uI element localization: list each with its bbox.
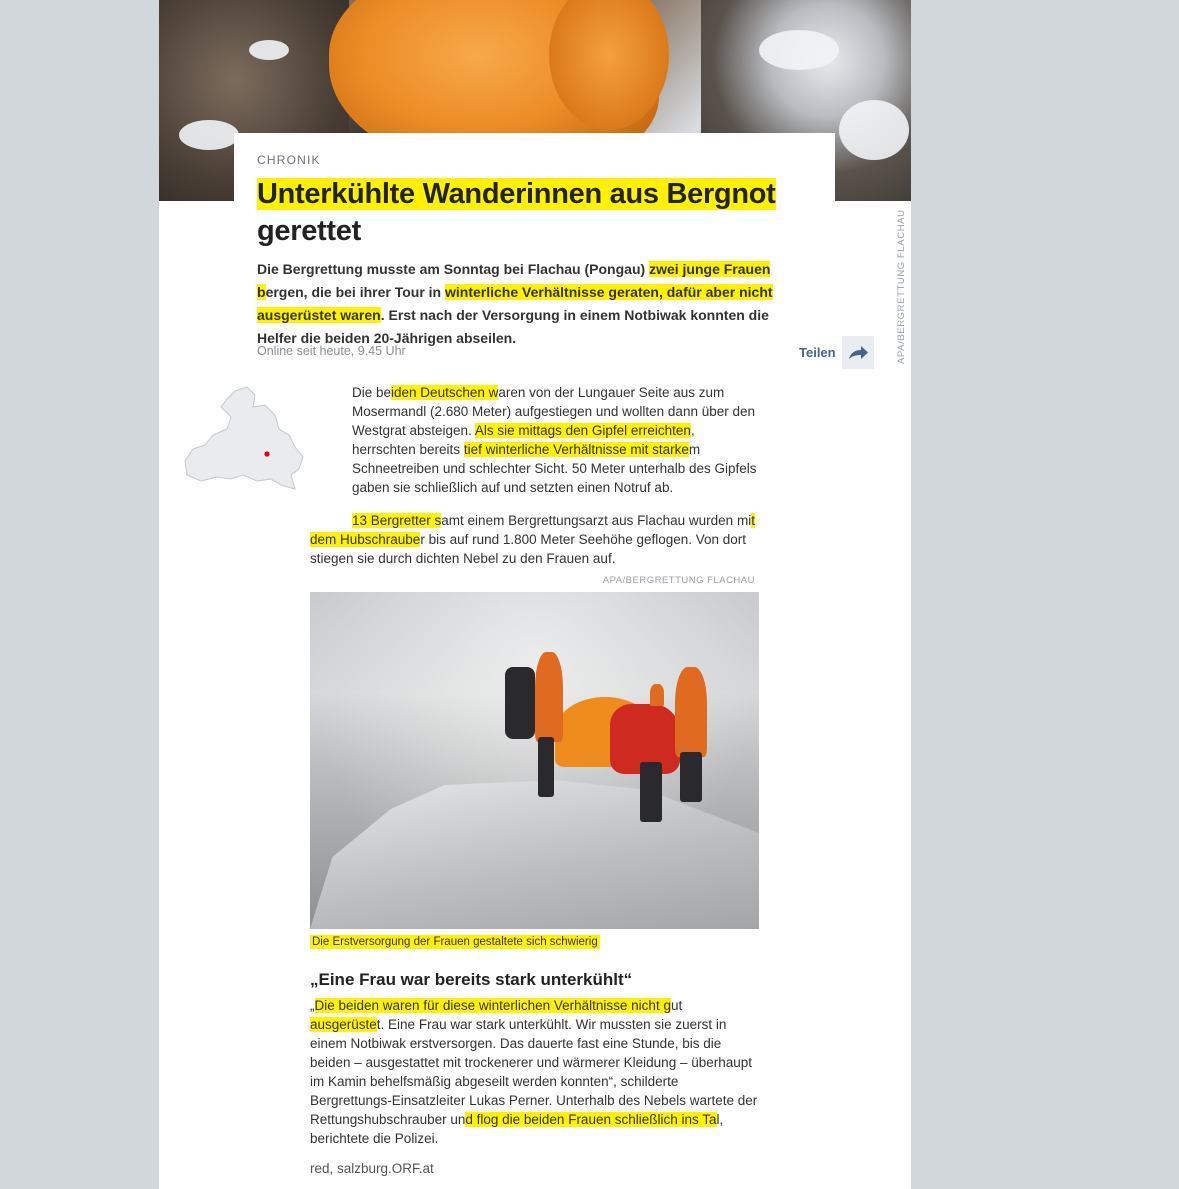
paragraph-3: „Die beiden waren für diese winterlichen Verhältnisse nicht gut ausgerüstet. Eine Frau war stark unterkühlt. Wir mussten sie zuerst in einem Notbiwak erstversorgen. Das dauerte fast eine Stunde, bis die beiden – ausgestattet mit trockenerer und wärmerer Kleidung – überhaupt im Kamin behelfsmäßig abgeseilt werden konnten“, schilderte Bergrettungs-Einsatzleiter Lukas Perner. Unterhalb des Nebels wartete der Rettungshubschrauber und flog die beiden Frauen schließlich ins Tal, berichtete die Polizei. [310, 998, 758, 1146]
salzburg-map-icon [183, 385, 307, 493]
online-since: Online seit heute, 9.45 Uhr [257, 344, 406, 358]
paragraph-2: 13 Bergretter samt einem Bergrettungsarzt aus Flachau wurden mit dem Hubschrauber bis auf rund 1.800 Meter Seehöhe geflogen. Von dort stiegen sie durch dichten Nebel zu den Frauen auf. [310, 513, 755, 566]
share-label[interactable]: Teilen [799, 345, 836, 360]
image-credit: APA/BERGRETTUNG FLACHAU [602, 575, 755, 586]
share-arrow-icon[interactable] [842, 336, 874, 369]
category-label[interactable]: CHRONIK [257, 153, 321, 167]
paragraph-1: Die beiden Deutschen waren von der Lungauer Seite aus zum Mosermandl (2.680 Meter) aufgestiegen und wollten dann über den Westgrat absteigen. Als sie mittags den Gipfel erreichten, herrschten bereits tief winterliche Verhältnisse mit starkem Schneetreiben und schlechter Sicht. 50 Meter unterhalb des Gipfels gaben sie schließlich auf und setzten einen Notruf ab. [352, 385, 757, 495]
article-page [159, 0, 911, 1189]
hero-photo-credit: APA/BERGRETTUNG FLACHAU [896, 209, 907, 364]
article-header [234, 133, 835, 373]
share-control[interactable] [799, 336, 874, 369]
rescue-photo[interactable] [310, 592, 759, 929]
article-source: red, salzburg.ORF.at [310, 1161, 434, 1176]
image-caption: Die Erstversorgung der Frauen gestaltete sich schwierig [312, 936, 598, 948]
subheading: „Eine Frau war bereits stark unterkühlt“ [310, 970, 633, 989]
article-lead: Die Bergrettung musste am Sonntag bei Flachau (Pongau) zwei junge Frauen bergen, die bei ihrer Tour in winterliche Verhältnisse geraten, dafür aber nicht ausgerüstet waren. Erst nach der Versorgung in einem Notbiwak konnten die Helfer die beiden 20-Jährigen abseilen. [257, 261, 773, 346]
article-title: Unterkühlte Wanderinnen aus Bergnot gerettet [257, 178, 776, 247]
